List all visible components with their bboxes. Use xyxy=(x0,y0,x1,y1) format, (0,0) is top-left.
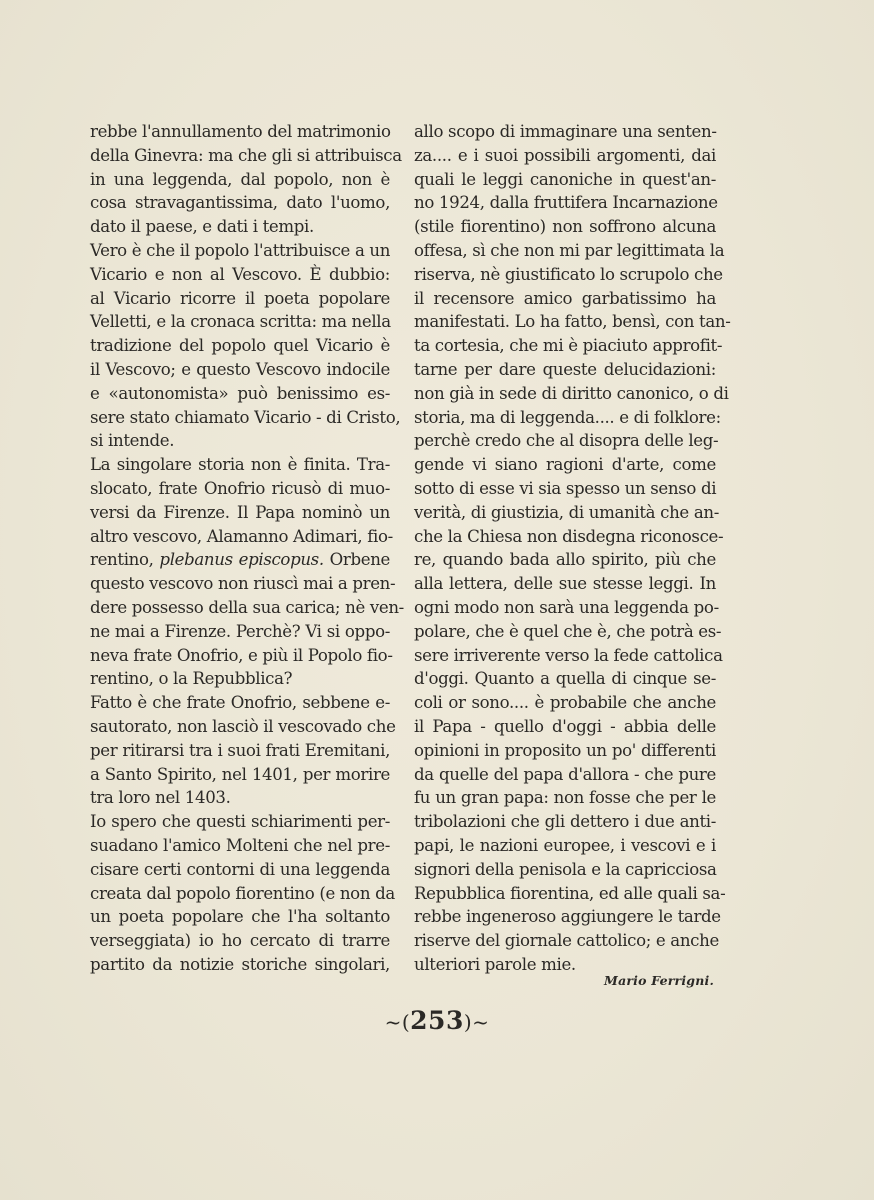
text-line: quali le leggi canoniche in quest'an- xyxy=(414,169,716,189)
italic-phrase: plebanus episcopus. xyxy=(159,550,324,570)
text-line: d'oggi. Quanto a quella di cinque se- xyxy=(414,669,716,689)
text-line: per ritirarsi tra i suoi frati Eremitani, xyxy=(90,740,390,760)
text-line: un poeta popolare che l'ha soltanto xyxy=(90,907,390,927)
text-line: manifestati. Lo ha fatto, bensì, con tan- xyxy=(414,312,731,332)
text-line: questo vescovo non riuscì mai a pren- xyxy=(90,574,396,594)
text-line: il Vescovo; e questo Vescovo indocile xyxy=(90,359,390,379)
text-line: riserva, nè giustificato lo scrupolo che xyxy=(414,264,723,284)
text-line: tradizione del popolo quel Vicario è xyxy=(90,336,390,356)
right-text-column xyxy=(414,120,731,977)
text-line: rentino, plebanus episcopus. Orbene xyxy=(90,550,391,570)
page-number-ornament-right: )~ xyxy=(463,1010,490,1034)
text-line: sere irriverente verso la fede cattolica xyxy=(414,645,723,665)
text-line: al Vicario ricorre il poeta popolare xyxy=(90,288,390,308)
text-line: papi, le nazioni europee, i vescovi e i xyxy=(414,835,716,855)
text-line: perchè credo che al disopra delle leg- xyxy=(414,431,719,451)
text-line: La singolare storia non è finita. Tra- xyxy=(90,455,390,475)
text-line: gende vi siano ragioni d'arte, come xyxy=(414,455,716,475)
text-line: tribolazioni che gli dettero i due anti- xyxy=(414,812,716,832)
text-line: verseggiata) io ho cercato di trarre xyxy=(90,931,390,951)
text-line: fu un gran papa: non fosse che per le xyxy=(414,788,716,808)
text-line: rebbe ingeneroso aggiungere le tarde xyxy=(414,907,721,927)
text-line: in una leggenda, dal popolo, non è xyxy=(90,169,390,189)
text-line: ulteriori parole mie. xyxy=(414,954,576,974)
text-line: Velletti, e la cronaca scritta: ma nella xyxy=(90,312,391,332)
text-line: e «autonomista» può benissimo es- xyxy=(90,383,390,403)
text-line: polare, che è quel che è, che potrà es- xyxy=(414,621,722,641)
page-number-value: 253 xyxy=(410,1006,464,1035)
text-line: (stile fiorentino) non soffrono alcuna xyxy=(414,217,716,237)
text-line: ta cortesia, che mi è piaciuto approfit- xyxy=(414,336,723,356)
text-line: tra loro nel 1403. xyxy=(90,788,231,808)
text-line: il recensore amico garbatissimo ha xyxy=(414,288,716,308)
text-line: verità, di giustizia, di umanità che an- xyxy=(414,502,719,522)
text-line: offesa, sì che non mi par legittimata la xyxy=(414,240,725,260)
text-line: della Ginevra: ma che gli si attribuisca xyxy=(90,145,402,165)
text-line: altro vescovo, Alamanno Adimari, fio- xyxy=(90,526,393,546)
text-line: tarne per dare queste delucidazioni: xyxy=(414,359,716,379)
text-line: Fatto è che frate Onofrio, sebbene e- xyxy=(90,693,390,713)
text-line: signori della penisola e la capricciosa xyxy=(414,859,717,879)
text-line: rebbe l'annullamento del matrimonio xyxy=(90,122,391,141)
text-line: riserve del giornale cattolico; e anche xyxy=(414,931,719,951)
text-line: che la Chiesa non disdegna riconosce- xyxy=(414,526,724,546)
text-line: suadano l'amico Molteni che nel pre- xyxy=(90,835,390,855)
text-line: opinioni in proposito un po' differenti xyxy=(414,740,716,760)
author-signature: Mario Ferrigni. xyxy=(604,973,714,988)
text-line: ogni modo non sarà una leggenda po- xyxy=(414,597,719,617)
text-line: partito da notizie storiche singolari, xyxy=(90,954,390,974)
text-line: Repubblica fiorentina, ed alle quali sa- xyxy=(414,883,726,903)
text-line: Io spero che questi schiarimenti per- xyxy=(90,812,390,832)
text-line: creata dal popolo fiorentino (e non da xyxy=(90,883,395,903)
text-line: re, quando bada allo spirito, più che xyxy=(414,550,716,570)
text-line: no 1924, dalla fruttifera Incarnazione xyxy=(414,193,718,213)
text-line: alla lettera, delle sue stesse leggi. In xyxy=(414,574,716,594)
text-line: cosa stravagantissima, dato l'uomo, xyxy=(90,193,390,213)
text-line: neva frate Onofrio, e più il Popolo fio- xyxy=(90,645,393,665)
text-line: il Papa - quello d'oggi - abbia delle xyxy=(414,716,716,736)
left-text-column xyxy=(90,120,404,977)
text-line: dere possesso della sua carica; nè ven- xyxy=(90,597,404,617)
text-line: dato il paese, e dati i tempi. xyxy=(90,217,314,237)
text-line: sotto di esse vi sia spesso un senso di xyxy=(414,478,717,498)
page-number xyxy=(0,1006,874,1035)
text-line: storia, ma di leggenda.... e di folklore: xyxy=(414,407,721,427)
text-line: slocato, frate Onofrio ricusò di muo- xyxy=(90,478,390,498)
text-line: sere stato chiamato Vicario - di Cristo, xyxy=(90,407,401,427)
text-line: non già in sede di diritto canonico, o di xyxy=(414,383,729,403)
text-line: Vicario e non al Vescovo. È dubbio: xyxy=(90,264,390,284)
text-line: ne mai a Firenze. Perchè? Vi si oppo- xyxy=(90,621,390,641)
text-line: rentino, o la Repubblica? xyxy=(90,669,293,689)
text-line: da quelle del papa d'allora - che pure xyxy=(414,764,716,784)
page-number-ornament-left: ~( xyxy=(384,1010,411,1034)
text-line: coli or sono.... è probabile che anche xyxy=(414,693,716,713)
text-line: a Santo Spirito, nel 1401, per morire xyxy=(90,764,390,784)
text-line: cisare certi contorni di una leggenda xyxy=(90,859,390,879)
text-line: si intende. xyxy=(90,431,175,451)
text-line: za.... e i suoi possibili argomenti, dai xyxy=(414,145,716,165)
text-line: sautorato, non lasciò il vescovado che xyxy=(90,716,396,736)
text-line: allo scopo di immaginare una senten- xyxy=(414,122,717,141)
text-line: versi da Firenze. Il Papa nominò un xyxy=(90,502,390,522)
text-line: Vero è che il popolo l'attribuisce a un xyxy=(90,240,391,260)
